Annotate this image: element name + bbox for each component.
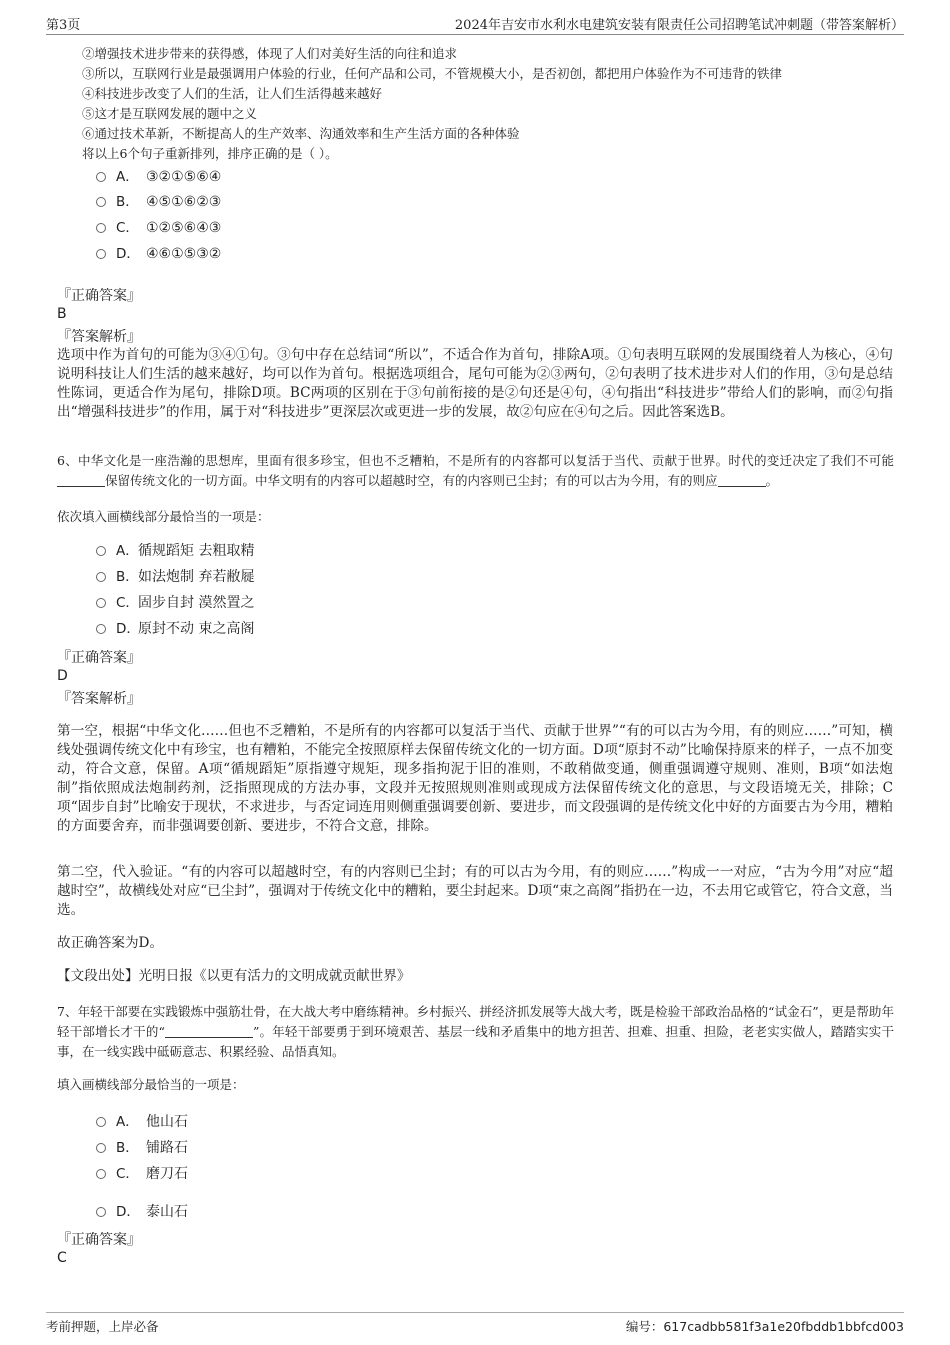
document-title: 2024年吉安市水利水电建筑安装有限责任公司招聘笔试冲刺题（带答案解析） <box>454 18 904 33</box>
q6-analysis-paragraph: 第一空，根据“中华文化……但也不乏糟粕，不是所有的内容都可以复活于当代、贡献于世界”“有的可以古为今用，有的则应……”可知，横线处强调传统文化中有珍宝，也有糟粕，不能完全按照原样去保留传统文化的一切方面。D项“原封不动”比喻保持原来的样子，一点不加变动，符合文意，保留。A项“循规蹈矩”原指遵守规矩，现多指拘泥于旧的准则，不敢稍做变通，侧重强调遵守规则、准则，B项“如法炮制”指依照成法炮制药剂，泛指照现成的方法办事，文段并无按照规则准则或现成方法保留传统文化的意思，与文段语境无关，排除；C项“固步自封”比喻安于现状，不求进步，与否定词连用则侧重强调要创新、要进步，而文段强调的是传统文化中好的方面要古为今用，糟粕的方面要舍弃，而非强调要创新、要进步，不符合文意，排除。 <box>57 723 893 834</box>
q5-statement: ④科技进步改变了人们的生活，让人们生活得越来越好 <box>82 86 383 101</box>
q7-option-a[interactable]: A． 他山石 <box>96 1112 188 1132</box>
q5-option-c[interactable]: C． ①②⑤⑥④③ <box>96 218 221 238</box>
q6-source: 【文段出处】光明日报《以更有活力的文明成就贡献世界》 <box>57 968 411 984</box>
q7-option-b[interactable]: B． 铺路石 <box>96 1138 188 1158</box>
q5-answer-label: 『正确答案』 <box>57 288 141 304</box>
page-number: 第3页 <box>46 18 81 33</box>
radio-icon[interactable] <box>96 223 106 233</box>
page-footer <box>46 1312 904 1338</box>
q5-statement: ⑥通过技术革新，不断提高人的生产效率、沟通效率和生产生活方面的各种体验 <box>82 126 520 141</box>
q6-conclusion: 故正确答案为D。 <box>57 935 164 951</box>
q5-option-d[interactable]: D． ④⑥①⑤③② <box>96 244 221 264</box>
page-header <box>46 14 904 35</box>
q7-answer: C <box>57 1250 67 1266</box>
q5-prompt: 将以上6个句子重新排列，排序正确的是（ ）。 <box>82 146 338 161</box>
q5-answer: B <box>57 306 67 322</box>
q5-analysis: 选项中作为首句的可能为③④①句。③句中存在总结词“所以”，不适合作为首句，排除A项。①句表明互联网的发展围绕着人为核心，④句说明科技让人们生活的越来越好，均可以作为首句。根据选项组合，尾句可能为②③两句，②句表明了技术进步对人们的作用，③句是总结性陈词，更适合作为尾句，排除D项。BC两项的区别在于③句前衔接的是②句还是④句，④句指出“科技进步”带给人们的影响，而②句指出“增强科技进步”的作用，属于对“科技进步”更深层次或更进一步的发展，故②句应在④句之后。因此答案选B。 <box>57 347 893 420</box>
q5-option-a[interactable]: A． ③②①⑤⑥④ <box>96 167 221 187</box>
q5-statement: ③所以，互联网行业是最强调用户体验的行业，任何产品和公司，不管规模大小，是否初创，都把用户体验作为不可违背的铁律 <box>82 66 783 81</box>
q7-option-d[interactable]: D． 泰山石 <box>96 1202 188 1222</box>
q6-analysis-paragraph: 第二空，代入验证。“有的内容可以超越时空，有的内容则已尘封；有的可以古为今用，有的则应……”构成一一对应，“古为今用”对应“超越时空”，故横线处对应“已尘封”，强调对于传统文化中的糟粕，要尘封起来。D项“束之高阁”指扔在一边，不去用它或管它，符合文意，当选。 <box>57 864 893 918</box>
radio-icon[interactable] <box>96 249 106 259</box>
blank-line <box>165 1025 253 1038</box>
q6-option-c[interactable]: C．固步自封 漠然置之 <box>96 593 254 613</box>
radio-icon[interactable] <box>96 546 106 556</box>
q6-answer: D <box>57 668 68 684</box>
radio-icon[interactable] <box>96 624 106 634</box>
q5-statement: ②增强技术进步带来的获得感，体现了人们对美好生活的向往和追求 <box>82 46 458 61</box>
radio-icon[interactable] <box>96 572 106 582</box>
q7-instruction: 填入画横线部分最恰当的一项是： <box>57 1077 245 1092</box>
q6-option-d[interactable]: D．原封不动 束之高阁 <box>96 619 254 639</box>
q6-option-b[interactable]: B．如法炮制 弃若敝屣 <box>96 567 254 587</box>
q6-analysis-label: 『答案解析』 <box>57 691 141 707</box>
q5-statement: ⑤这才是互联网发展的题中之义 <box>82 106 258 121</box>
radio-icon[interactable] <box>96 1117 106 1127</box>
radio-icon[interactable] <box>96 197 106 207</box>
document-code: 编号：617cadbb581f3a1e20fbddb1bbfcd003 <box>625 1319 904 1334</box>
radio-icon[interactable] <box>96 1207 106 1217</box>
q6-option-a[interactable]: A．循规蹈矩 去粗取精 <box>96 541 254 561</box>
radio-icon[interactable] <box>96 598 106 608</box>
radio-icon[interactable] <box>96 1143 106 1153</box>
blank-line <box>57 474 105 487</box>
q5-option-b[interactable]: B． ④⑤①⑥②③ <box>96 192 221 212</box>
q7-stem: 7、年轻干部要在实践锻炼中强筋壮骨，在大战大考中磨练精神。乡村振兴、拼经济抓发展等大战大考，既是检验干部政治品格的“试金石”，更是帮助年轻干部增长才干的“ ”。年轻干部要勇于到环境艰苦、基层一线和矛盾集中的地方担苦、担难、担重、担险，老老实实做人，踏踏实实干事，在一线实践中砥砺意志、积累经验、品悟真知。 <box>57 1004 894 1059</box>
q6-answer-label: 『正确答案』 <box>57 650 141 666</box>
blank-line <box>718 474 766 487</box>
radio-icon[interactable] <box>96 172 106 182</box>
radio-icon[interactable] <box>96 1169 106 1179</box>
q7-option-c[interactable]: C． 磨刀石 <box>96 1164 188 1184</box>
q6-stem: 6、中华文化是一座浩瀚的思想库，里面有很多珍宝，但也不乏糟粕，不是所有的内容都可以复活于当代、贡献于世界。时代的变迁决定了我们不可能保留传统文化的一切方面。中华文明有的内容可以超越时空，有的内容则已尘封；有的可以古为今用，有的则应 。 <box>57 453 894 488</box>
footer-slogan: 考前押题，上岸必备 <box>46 1319 159 1334</box>
q7-answer-label: 『正确答案』 <box>57 1232 141 1248</box>
q5-analysis-label: 『答案解析』 <box>57 329 141 345</box>
q6-instruction: 依次填入画横线部分最恰当的一项是： <box>57 509 270 524</box>
